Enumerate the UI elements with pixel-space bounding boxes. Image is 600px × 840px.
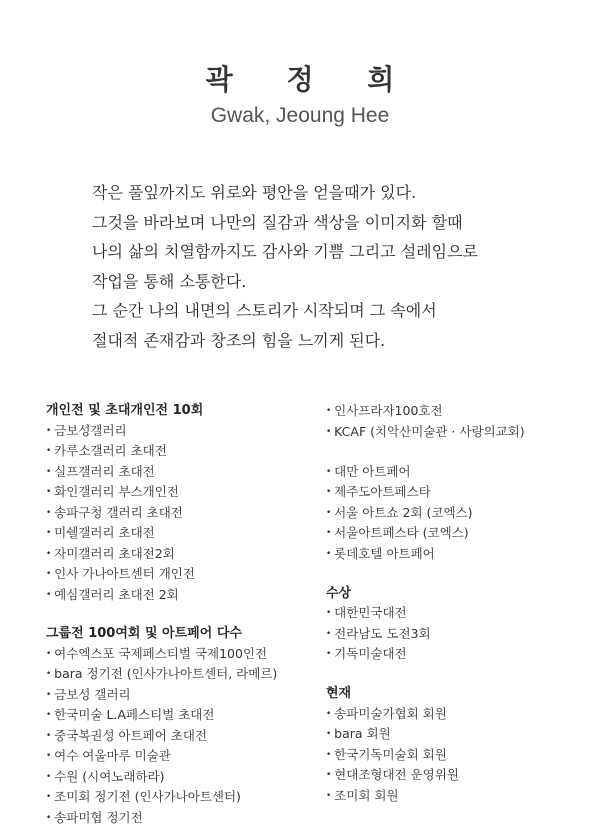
list-item: • bara 회원 xyxy=(326,724,586,745)
artist-name-korean: 곽 정 희 xyxy=(205,63,417,96)
list-item: • 한국미술 L.A페스티벌 초대전 xyxy=(46,705,306,726)
list-item: • 금보성 갤러리 xyxy=(46,685,306,706)
list-item: • 송파미술가협회 회원 xyxy=(326,704,586,725)
list-item: • 여수 여울마루 미술관 xyxy=(46,746,306,767)
group-exhibitions-title: 그룹전 100여회 및 아트페어 다수 xyxy=(46,626,242,641)
list-item: • 중국복권성 아트페어 초대전 xyxy=(46,726,306,747)
list-item: • 현대조형대전 운영위원 xyxy=(326,765,586,786)
right-column xyxy=(326,401,586,806)
list-item: • bara 정기전 (인사가나아트센터, 라메르) xyxy=(46,664,306,685)
list-item: • 송파미협 정기전 xyxy=(46,808,306,829)
list-item: • KCAF (치악산미술관 · 사랑의교회) xyxy=(326,422,586,443)
list-item: • 인사프라자100호전 xyxy=(326,401,586,422)
list-item: • 자미갤러리 초대전2회 xyxy=(46,544,306,565)
statement-line: 작은 풀잎까지도 위로와 평안을 얻을때가 있다. xyxy=(92,183,417,202)
awards-title: 수상 xyxy=(326,585,352,601)
list-item: • 여수엑스포 국제페스티벌 국제100인전 xyxy=(46,644,306,665)
list-item: • 송파구청 갤러리 초대전 xyxy=(46,503,306,524)
artist-statement xyxy=(92,178,572,355)
statement-line: 나의 삶의 치열함까지도 감사와 기쁨 그리고 설레임으로 xyxy=(92,242,479,261)
list-item: • 미쉘갤러리 초대전 xyxy=(46,523,306,544)
statement-line: 그것을 바라보며 나만의 질감과 색상을 이미지화 할때 xyxy=(92,212,463,232)
list-item: • 서울아트페스타 (코엑스) xyxy=(326,523,586,544)
list-item: • 예심갤러리 초대전 2회 xyxy=(46,585,306,606)
list-item: • 금보성갤러리 xyxy=(46,421,306,442)
list-item: • 실프갤러리 초대전 xyxy=(46,462,306,483)
list-item: • 대한민국대전 xyxy=(326,603,586,624)
list-item: • 카루소갤러리 초대전 xyxy=(46,441,306,462)
list-item: • 한국기독미술회 회원 xyxy=(326,745,586,766)
list-item: • 기독미술대전 xyxy=(326,644,586,665)
list-item: • 롯데호텔 아트페어 xyxy=(326,544,586,565)
list-item: • 대만 아트페어 xyxy=(326,462,586,483)
statement-line: 작업을 통해 소통한다. xyxy=(92,271,247,291)
list-item: • 조미회 회원 xyxy=(326,786,586,807)
solo-exhibitions-title: 개인전 및 초대개인전 10회 xyxy=(46,403,204,418)
current-title: 현재 xyxy=(326,686,352,701)
artist-name-english: Gwak, Jeoung Hee xyxy=(210,104,390,127)
list-item: • 조미회 정기전 (인사가나아트센터) xyxy=(46,787,306,808)
statement-line: 절대적 존재감과 창조의 힘을 느끼게 된다. xyxy=(92,330,386,350)
list-item: • 서울 아트쇼 2회 (코엑스) xyxy=(326,503,586,524)
list-item: • 제주도아트페스타 xyxy=(326,482,586,503)
list-item: • 전라남도 도전3회 xyxy=(326,624,586,645)
left-column xyxy=(46,401,306,828)
list-item: • 화인갤러리 부스개인전 xyxy=(46,482,306,503)
statement-line: 그 순간 나의 내면의 스토리가 시작되며 그 속에서 xyxy=(92,301,437,320)
list-item: • 수원 (시여노래하라) xyxy=(46,767,306,788)
list-item: • 인사 가나아트센터 개인전 xyxy=(46,564,306,585)
